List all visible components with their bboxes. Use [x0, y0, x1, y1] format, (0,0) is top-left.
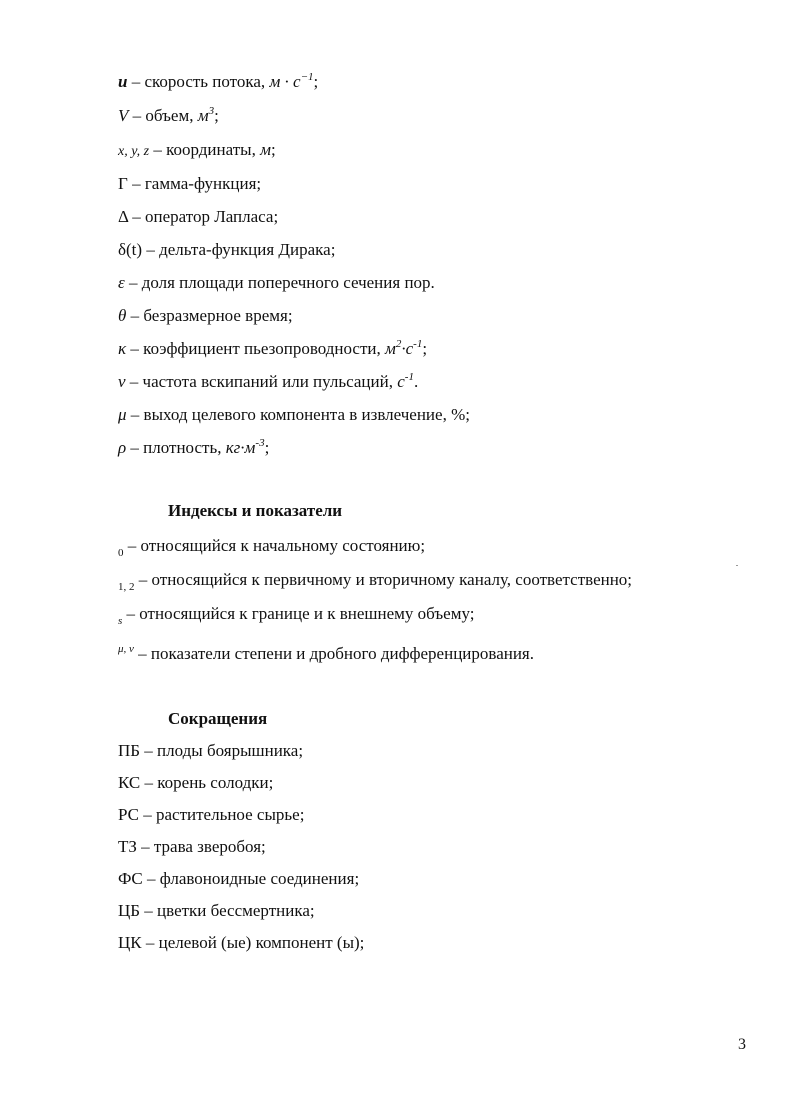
abbreviation-item: КС – корень солодки;	[118, 773, 274, 792]
index-line-exponents: $^{\mu, \nu}$ – показатели степени и дробного дифференцирования.	[118, 643, 535, 663]
symbol-line-kappa: κ – коэффициент пьезопроводности, $м^2\cdot с^{-1}$;	[118, 338, 428, 358]
symbol-line-theta: θ – безразмерное время;	[118, 306, 293, 325]
indices-heading: Индексы и показатели	[168, 501, 343, 520]
abbreviation-item: РС – растительное сырье;	[118, 805, 305, 824]
scan-speck	[736, 565, 738, 566]
abbreviation-item: ЦБ – цветки бессмертника;	[118, 901, 315, 920]
symbol-line-u: u – скорость потока, $м \cdot с^{-1}$;	[118, 71, 319, 91]
abbreviation-item: ПБ – плоды боярышника;	[118, 741, 304, 760]
symbol-line-dirac: δ(t) – дельта-функция Дирака;	[118, 240, 336, 259]
symbol-line-gamma: Γ – гамма-функция;	[118, 174, 262, 193]
symbol-line-nu: ν – частота вскипаний или пульсаций, $с^{-1}$.	[118, 371, 419, 391]
symbol-line-xyz: x, y, z – координаты, м;	[118, 140, 276, 159]
abbreviation-item: ЦК – целевой (ые) компонент (ы);	[118, 933, 365, 952]
abbreviation-item: ТЗ – трава зверобоя;	[118, 837, 266, 856]
page-number: 3	[738, 1036, 746, 1053]
index-line-initial: $_0$ – относящийся к начальному состоянию;	[118, 536, 426, 559]
abbreviations-heading: Сокращения	[168, 709, 268, 728]
symbol-line-rho: ρ – плотность, $кг\cdot м^{-3}$;	[118, 437, 270, 457]
symbol-line-mu: μ – выход целевого компонента в извлечение, %;	[118, 405, 470, 424]
index-line-channels: $_{1, 2}$ – относящийся к первичному и вторичному каналу, соответственно;	[118, 570, 633, 593]
symbol-line-delta: Δ – оператор Лапласа;	[118, 207, 279, 226]
symbol-line-epsilon: ε – доля площади поперечного сечения пор.	[118, 273, 435, 292]
index-line-boundary: $_s$ – относящийся к границе и к внешнему объему;	[118, 604, 475, 627]
symbol-line-v: V – объем, $м^3$;	[118, 105, 219, 125]
abbreviation-item: ФС – флавоноидные соединения;	[118, 869, 360, 888]
